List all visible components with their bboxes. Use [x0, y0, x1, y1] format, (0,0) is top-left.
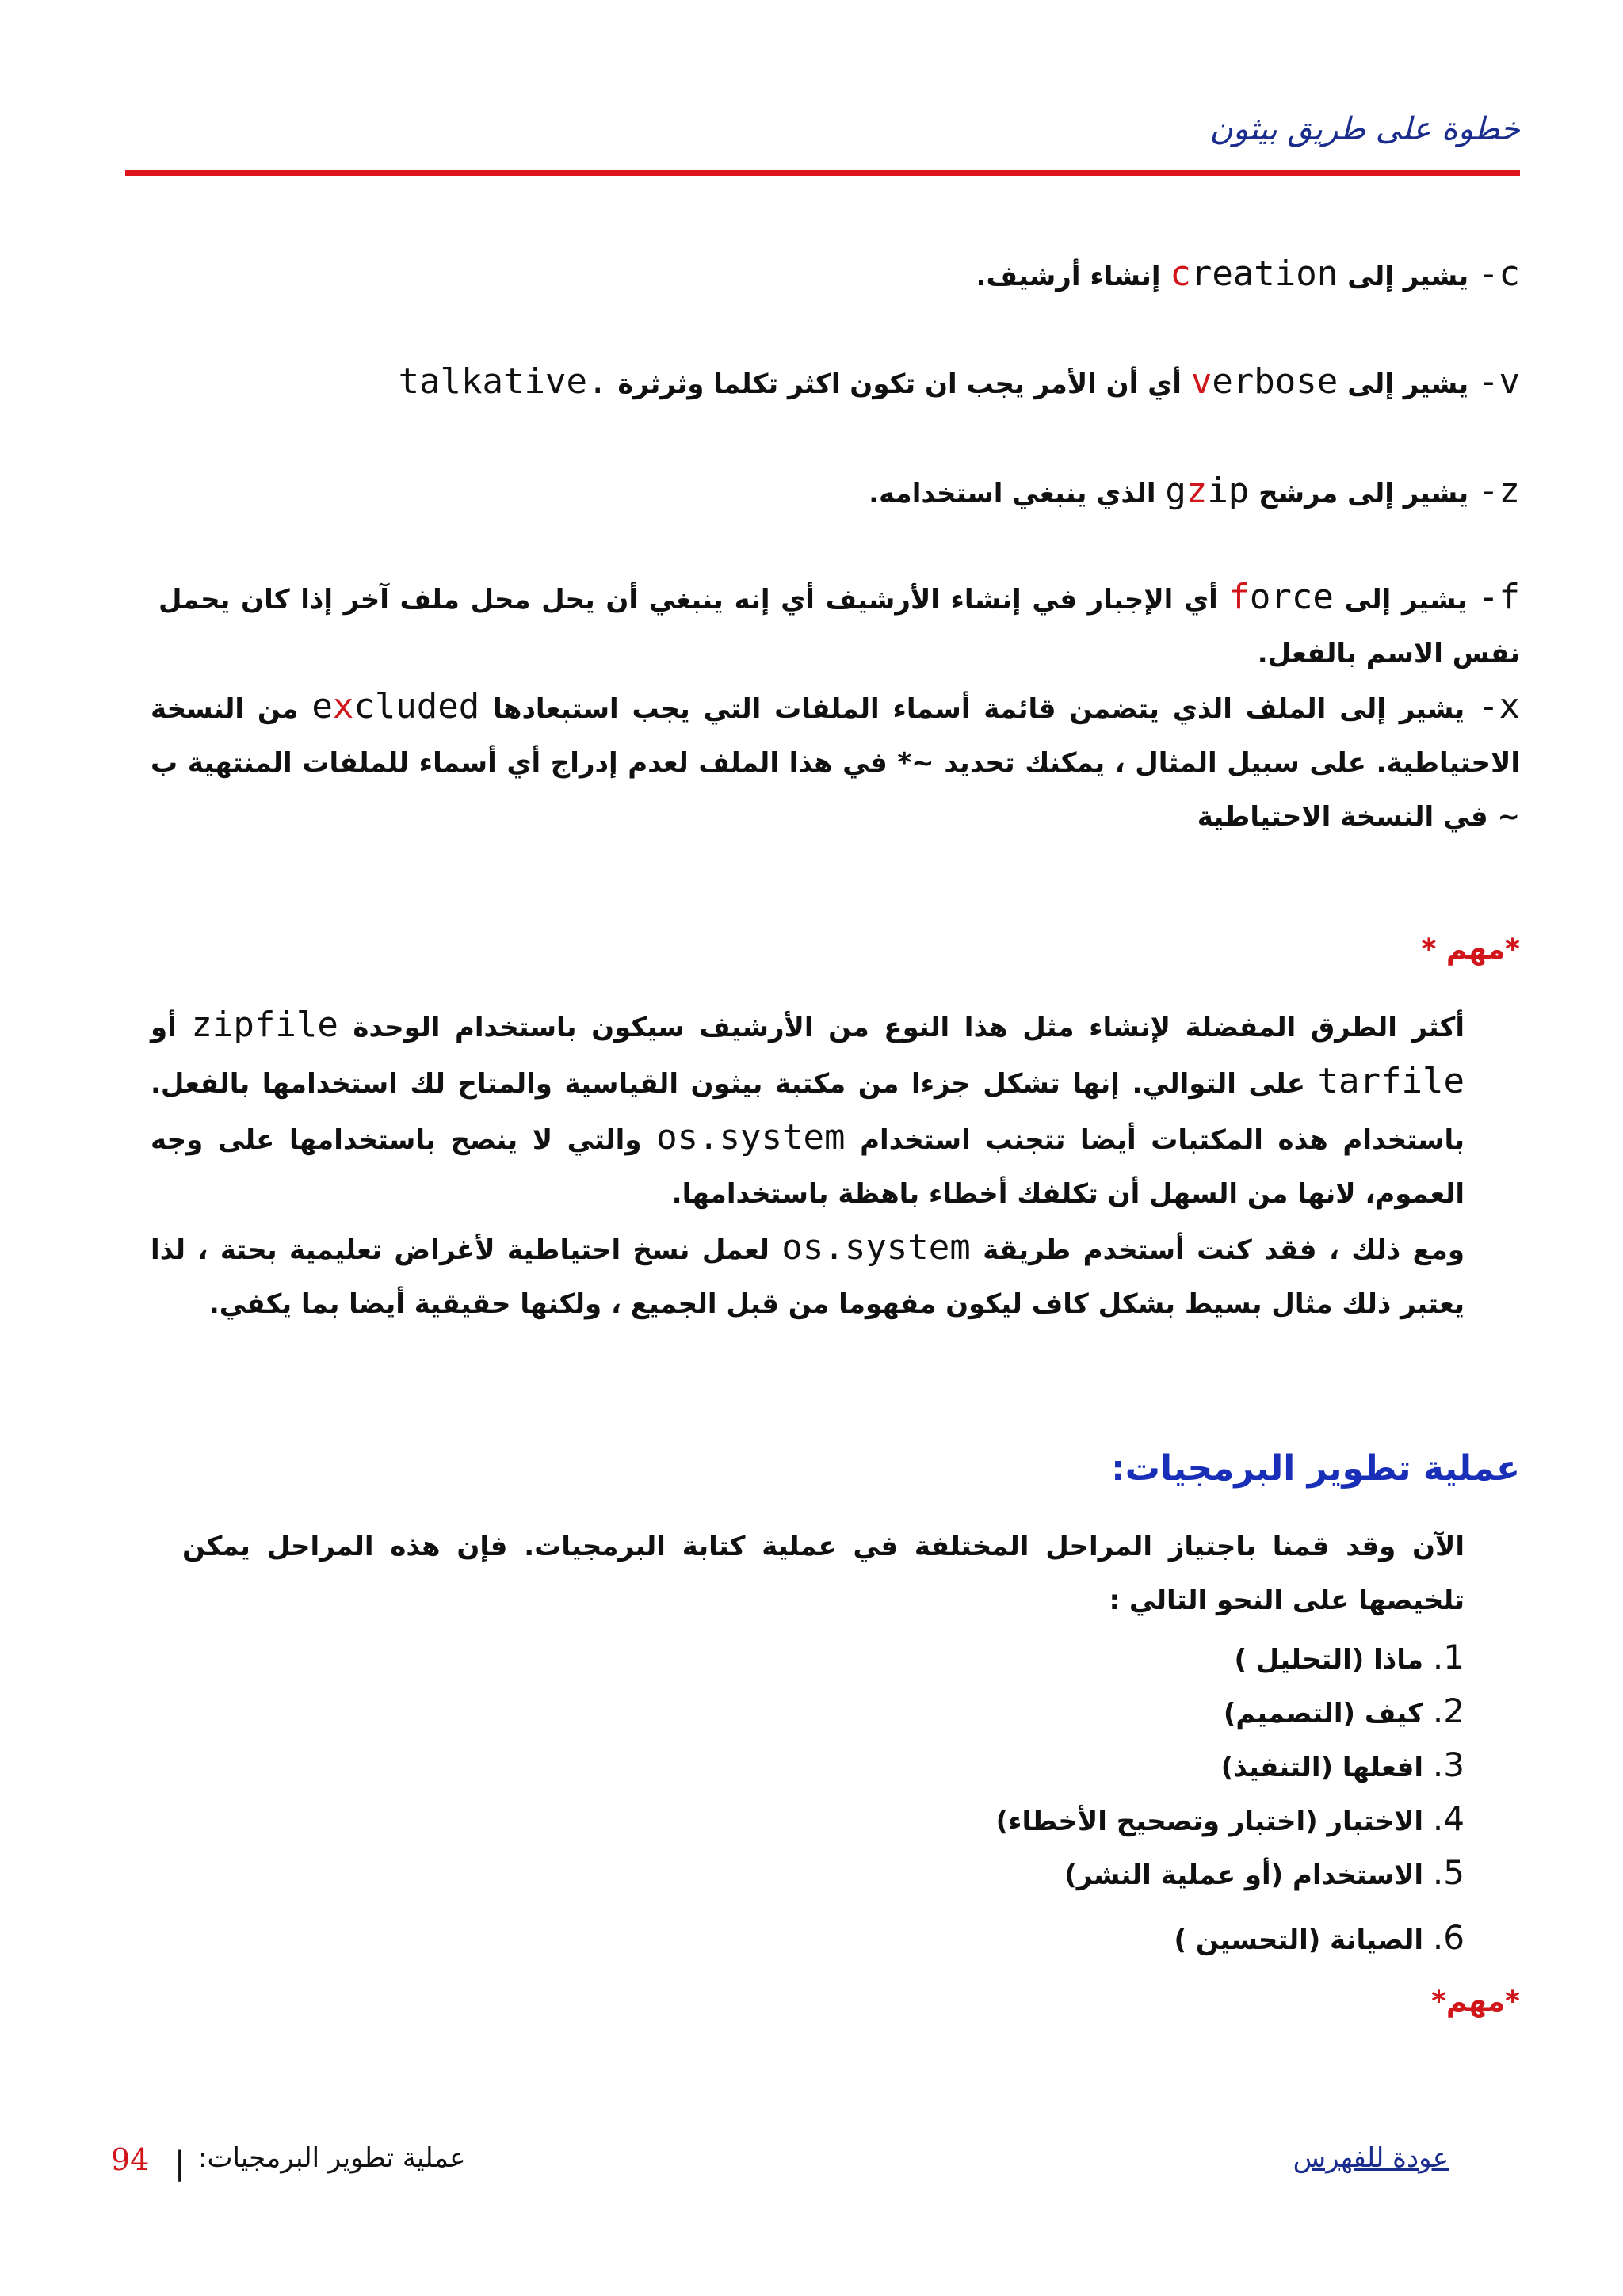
list-item: 3. افعلها (التنفيذ) [1220, 1745, 1465, 1784]
keyword-red-letter: x [332, 686, 354, 727]
important-label: *مهم * [1421, 933, 1520, 966]
option-tail: أي أن الأمر يجب ان تكون اكثر تكلما وثرثرة [608, 368, 1191, 400]
keyword-rest: orce [1249, 577, 1334, 617]
option-keyword [1228, 577, 1333, 617]
option-flag: x- [1478, 686, 1521, 727]
section-title: عملية تطوير البرمجيات: [1111, 1448, 1520, 1489]
option-keyword [1191, 361, 1338, 402]
important-latin-ossystem: os.system [656, 1117, 846, 1158]
option-tail-latin: talkative. [398, 361, 609, 402]
page-number: 94 [111, 2142, 150, 2177]
keyword-rest: ip [1207, 471, 1250, 511]
option-flag: v- [1478, 361, 1520, 402]
option-tail: الذي ينبغي استخدامه. [869, 478, 1166, 509]
option-prefix: يشير إلى [1333, 584, 1478, 616]
keyword-red-letter: c [1170, 254, 1191, 294]
option-flag: z- [1478, 471, 1520, 511]
option-keyword [1170, 254, 1338, 294]
list-item: 5. الاستخدام (أو عملية النشر) [1064, 1853, 1465, 1892]
option-flag: f- [1478, 577, 1520, 617]
important-text-1: أكثر الطرق المفضلة لإنشاء مثل هذا النوع من الأرشيف سيكون باستخدام الوحدة [338, 1012, 1465, 1043]
keyword-rest: erbose [1212, 361, 1338, 402]
keyword-rest: reation [1190, 254, 1338, 294]
back-to-index-link[interactable]: عودة للفهرس [1293, 2142, 1449, 2174]
keyword-red-letter: f [1228, 577, 1250, 617]
header-rule [125, 170, 1520, 176]
option-keyword [1165, 471, 1249, 511]
important-text-4: والتي لا ينصح باستخدامها على وجه العموم، لانها من السهل أن تكلفك أخطاء باهظة باستخدامها. [151, 1124, 1465, 1210]
option-tail: من النسخة الاحتياطية. على سبيل المثال ، يمكنك تحديد ~* في هذا الملف لعدم إدراج أي أسماء للملفات المنتهية ب ~ في النسخة الاحتياطية [151, 693, 1520, 833]
option-prefix: يشير إلى مرشح [1249, 478, 1478, 509]
important-text-3: على التوالي. إنها تشكل جزءا من مكتبة بيثون القياسية والمتاح لك استخدامها بالفعل. باستخدام هذه المكتبات أيضا تتجنب استخدام [151, 1068, 1465, 1156]
option-tail: أي الإجبار في إنشاء الأرشيف أي إنه ينبغي أن يحل محل ملف آخر إذا كان يحمل نفس الاسم بالفعل. [158, 584, 1520, 669]
section-intro: الآن وقد قمنا باجتياز المراحل المختلفة في عملية كتابة البرمجيات. فإن هذه المراحل يمكن تلخيصها على النحو التالي : [182, 1531, 1465, 1616]
important-label-2: *مهم* [1431, 1985, 1520, 2018]
keyword-pre: g [1165, 471, 1186, 511]
important-latin-ossystem-2: os.system [781, 1227, 971, 1268]
important-text-2: أو [151, 1012, 192, 1043]
important-latin-tarfile: tarfile [1317, 1061, 1465, 1101]
important-text-6: لعمل نسخ احتياطية لأغراض تعليمية بحتة ، لذا يعتبر ذلك مثال بسيط بشكل كاف ليكون مفهوما من قبل الجميع ، ولكنها حقيقية أيضا بما يكفي. [151, 1234, 1465, 1320]
option-tail: إنشاء أرشيف. [976, 261, 1170, 292]
option-v [399, 355, 1520, 411]
footer-section-name: عملية تطوير البرمجيات: [198, 2142, 466, 2174]
keyword-pre: e [311, 686, 333, 727]
keyword-red-letter: z [1186, 471, 1208, 511]
list-item: 1. ماذا (التحليل ) [1234, 1638, 1465, 1676]
option-c [976, 247, 1520, 303]
option-x [151, 680, 1520, 844]
option-prefix: يشير إلى [1338, 261, 1478, 292]
list-item: 6. الصيانة (التحسين ) [1174, 1918, 1465, 1957]
keyword-red-letter: v [1190, 361, 1212, 402]
option-prefix: يشير إلى الملف الذي يتضمن قائمة أسماء الملفات التي يجب استبعادها [479, 693, 1479, 725]
important-latin-zipfile: zipfile [191, 1005, 338, 1045]
option-f [158, 570, 1520, 681]
important-text-5: ومع ذلك ، فقد كنت أستخدم طريقة [970, 1234, 1465, 1266]
option-keyword [311, 686, 479, 727]
list-item: 2. كيف (التصميم) [1223, 1691, 1465, 1730]
important-paragraph [151, 998, 1465, 1331]
header-title: خطوة على طريق بيثون [1209, 111, 1520, 147]
list-item: 4. الاختبار (اختبار وتصحيح الأخطاء) [995, 1799, 1465, 1838]
option-z [869, 464, 1520, 521]
steps-list [996, 1630, 1465, 1965]
option-prefix: يشير إلى [1338, 368, 1478, 400]
keyword-rest: cluded [353, 686, 480, 727]
option-flag: c- [1478, 254, 1520, 294]
footer-separator: | [174, 2145, 185, 2182]
